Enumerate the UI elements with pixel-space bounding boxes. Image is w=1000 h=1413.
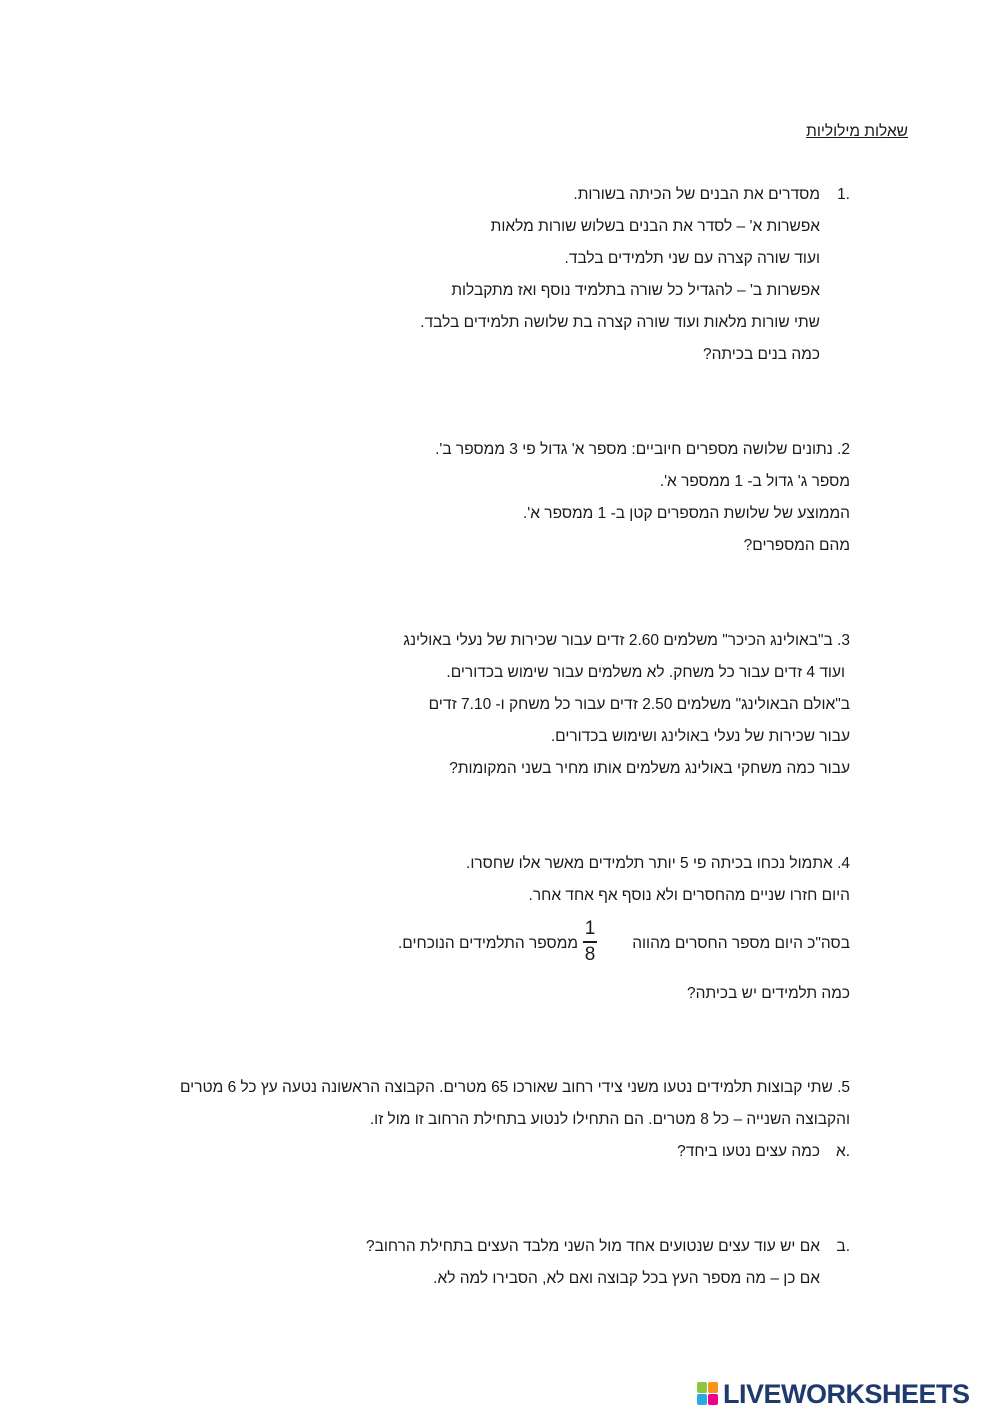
liveworksheets-logo: [697, 1378, 993, 1410]
q1-line: כמה בנים בכיתה?: [702, 346, 820, 363]
q1-line: מסדרים את הבנים של הכיתה בשורות.: [573, 186, 820, 203]
q4-question: כמה תלמידים יש בכיתה?: [687, 985, 850, 1002]
q1-line: ועוד שורה קצרה עם שני תלמידים בלבד.: [564, 250, 820, 267]
q1-line: אפשרות ב' – להגדיל כל שורה בתלמיד נוסף ואז מתקבלות: [451, 282, 820, 299]
q5-part-b-line: אם כן – מה מספר העץ בכל קבוצה ואם לא, הסבירו למה לא.: [433, 1270, 820, 1287]
q3-line: עבור שכירות של נעלי באולינג ושימוש בכדורים.: [550, 728, 850, 745]
q5-line: והקבוצה השנייה – כל 8 מטרים. הם התחילו לנטוע בתחילת הרחוב זו מול זו.: [369, 1111, 850, 1128]
q3-line: עבור כמה משחקי באולינג משלמים אותו מחיר בשני המקומות?: [449, 760, 850, 777]
q5-line: 5. שתי קבוצות תלמידים נטעו משני צידי רחוב שאורכו 65 מטרים. הקבוצה הראשונה נטעה עץ כל 6 מטרים: [179, 1079, 850, 1096]
q5-part-a-label: א.: [835, 1143, 850, 1160]
q1-line: אפשרות א' – לסדר את הבנים בשלוש שורות מלאות: [490, 218, 820, 235]
q4-line: היום חזרו שניים מהחסרים ולא נוסף אף אחד אחר.: [528, 887, 850, 904]
fraction-bar: [583, 941, 597, 943]
logo-mark-icon: [697, 1382, 719, 1406]
fraction-denominator: 8: [584, 943, 596, 965]
q4-fraction-text-before: בסה"כ היום מספר החסרים מהווה: [632, 935, 850, 952]
q4-fraction-text-after: ממספר התלמידים הנוכחים.: [397, 935, 578, 952]
q3-line: ועוד 4 זדים עבור כל משחק. לא משלמים עבור שימוש בכדורים.: [446, 664, 845, 681]
fraction-numerator: 1: [584, 918, 596, 939]
q3-line: ב"אולם הבאולינג" משלמים 2.50 זדים עבור כל משחק ו- 7.10 זדים: [428, 696, 850, 713]
q2-line: מספר ג' גדול ב- 1 ממספר א'.: [659, 473, 850, 490]
q5-part-b-line: אם יש עוד עצים שנטועים אחד מול השני מלבד העצים בתחילת הרחוב?: [365, 1238, 820, 1255]
q3-line: 3. ב"באולינג הכיכר" משלמים 2.60 זדים עבור שכירות של נעלי באולינג: [403, 632, 850, 649]
q2-line: הממוצע של שלושת המספרים קטן ב- 1 ממספר א'.: [522, 505, 850, 522]
q1-number: 1.: [837, 186, 850, 203]
q2-line: 2. נתונים שלושה מספרים חיוביים: מספר א' גדול פי 3 ממספר ב'.: [435, 441, 850, 458]
q5-part-a: כמה עצים נטעו ביחד?: [677, 1143, 820, 1160]
logo-text: LIVEWORKSHEETS: [723, 1378, 970, 1409]
q1-line: שתי שורות מלאות ועוד שורה קצרה בת שלושה תלמידים בלבד.: [420, 314, 820, 331]
q4-fraction: [583, 918, 597, 966]
q2-line: מהם המספרים?: [743, 537, 850, 554]
q5-part-b-label: ב.: [836, 1238, 850, 1255]
q4-line: 4. אתמול נכחו בכיתה פי 5 יותר תלמידים מאשר אלו שחסרו.: [466, 855, 850, 872]
page-title: שאלות מילוליות: [806, 123, 908, 140]
